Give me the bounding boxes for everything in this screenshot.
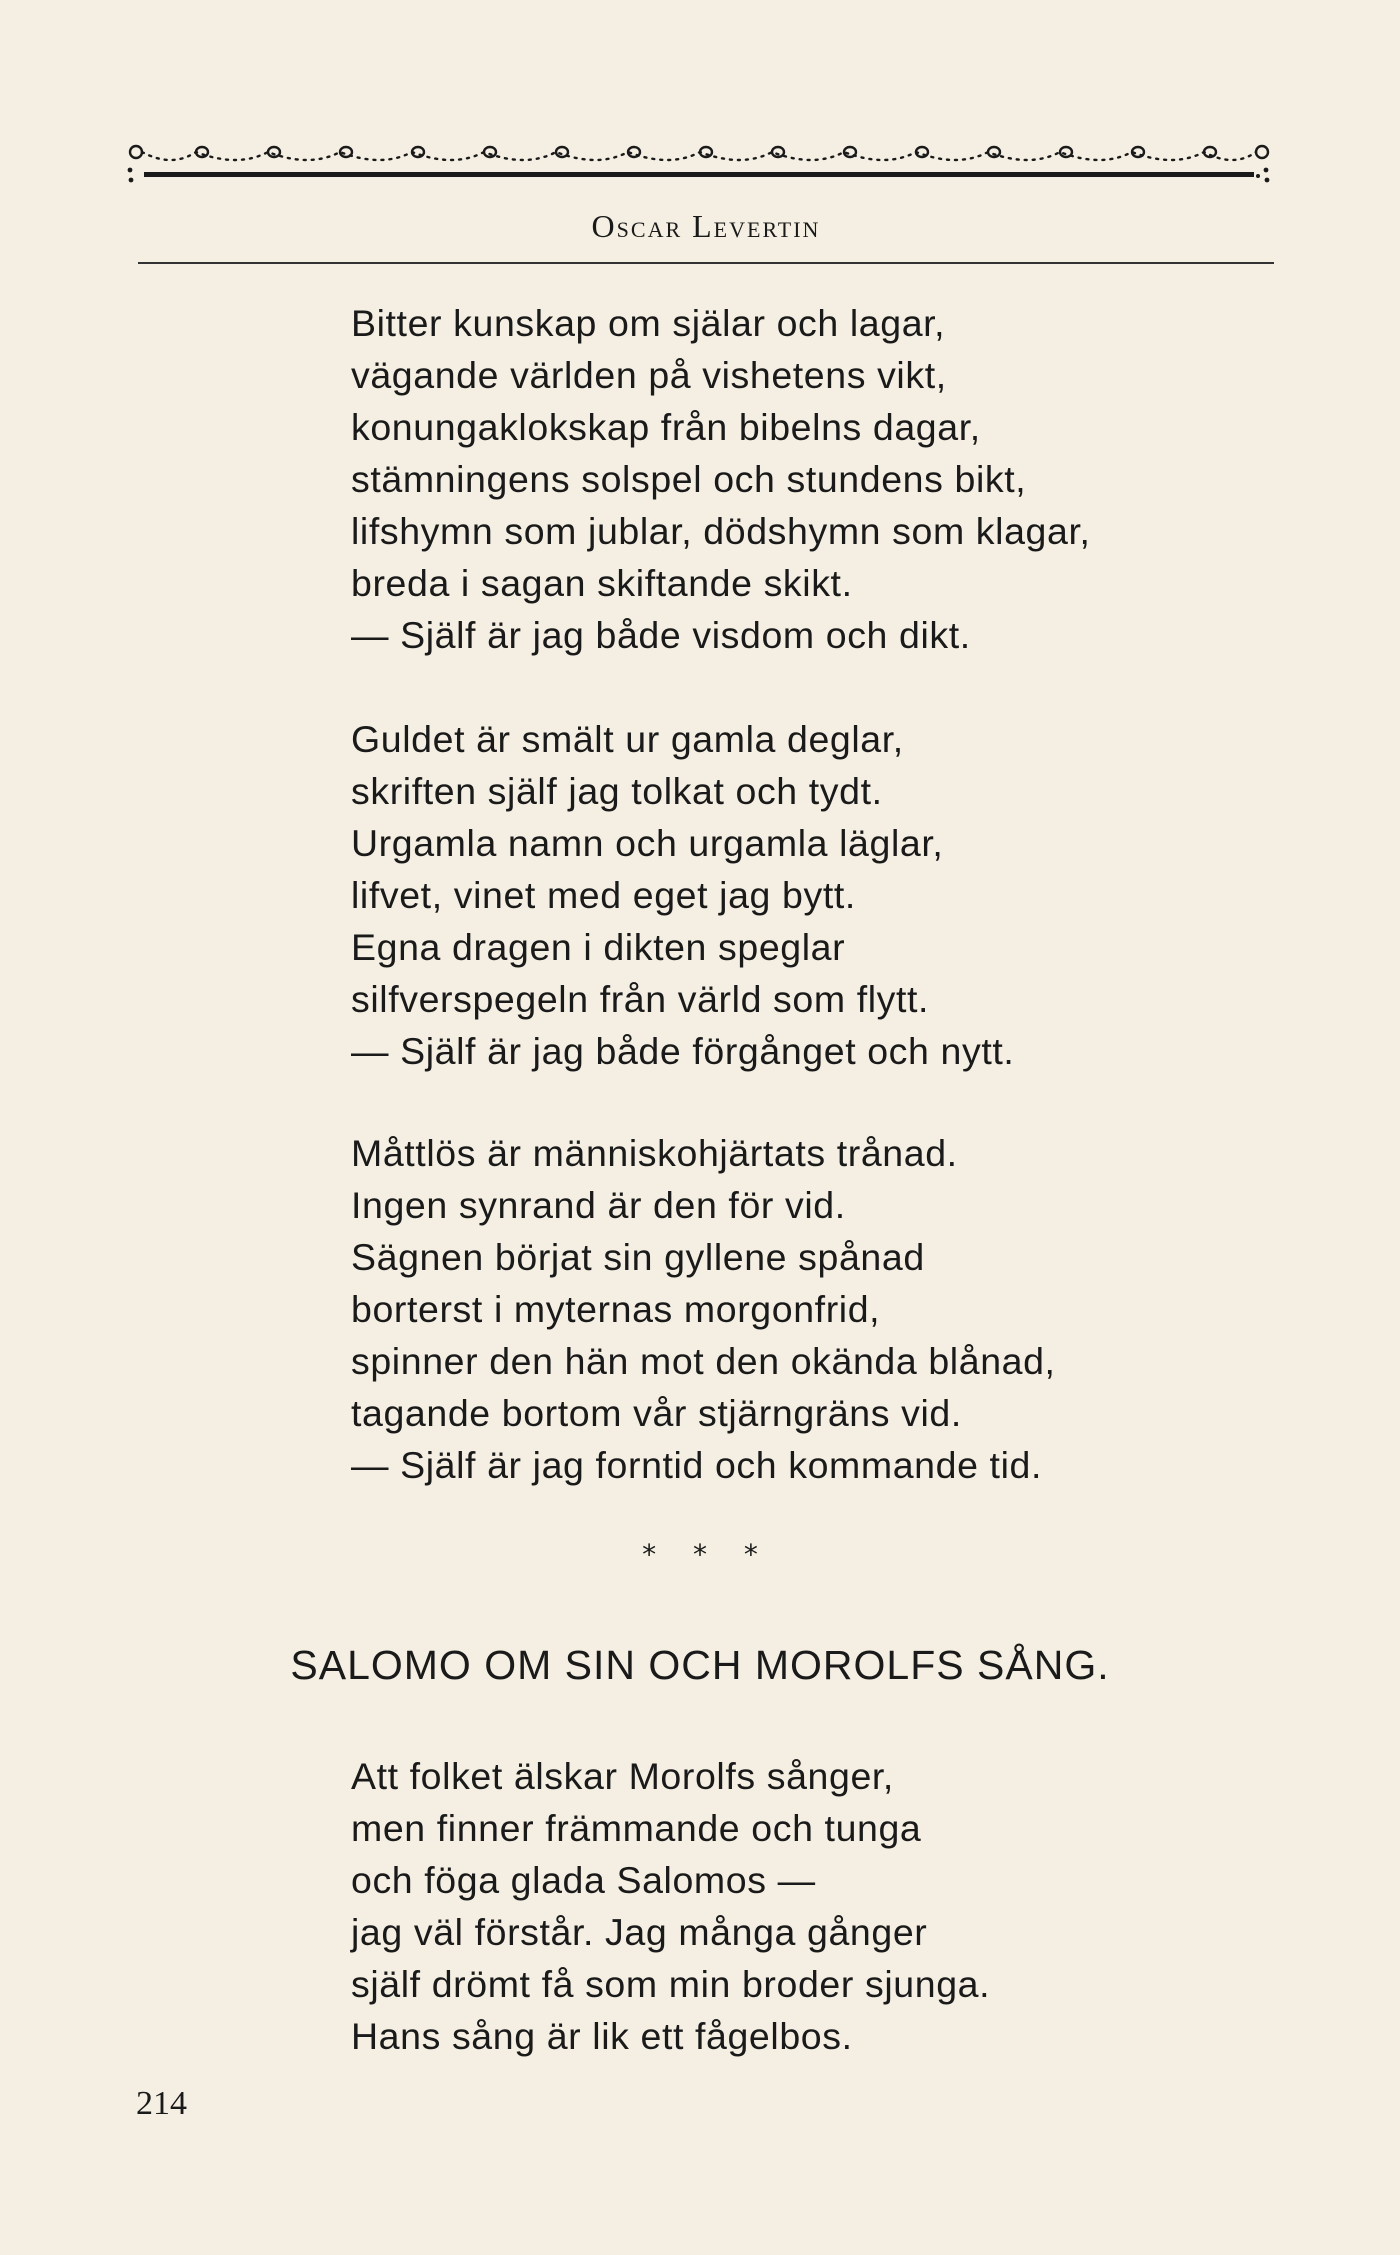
verse-line: silfverspegeln från värld som flytt. [351,978,930,1020]
verse-line: borterst i myternas morgonfrid, [351,1288,881,1330]
verse-line: Bitter kunskap om själar och lagar, [351,302,946,344]
stanza-1 [351,297,1090,661]
header-rule [138,262,1274,264]
section-separator-asterisks: * * * [642,1538,758,1571]
verse-line: jag väl förstår. Jag många gånger [351,1911,928,1953]
stanza-3 [351,1127,1056,1491]
verse-line: Urgamla namn och urgamla läglar, [351,822,944,864]
verse-line: och föga glada Salomos — [351,1859,816,1901]
verse-line: breda i sagan skiftande skikt. [351,562,853,604]
verse-line: Guldet är smält ur gamla deglar, [351,718,904,760]
running-head-author: Oscar Levertin [591,208,821,244]
verse-line: vägande världen på vishetens vikt, [351,354,947,396]
verse-line: spinner den hän mot den okända blånad, [351,1340,1056,1382]
verse-line: — Själf är jag både visdom och dikt. [351,614,971,656]
verse-line: Ingen synrand är den för vid. [351,1184,846,1226]
verse-line: Egna dragen i dikten speglar [351,926,846,968]
verse-line: skriften själf jag tolkat och tydt. [351,770,883,812]
verse-line: Att folket älskar Morolfs sånger, [351,1755,894,1797]
poem-title: SALOMO OM SIN OCH MOROLFS SÅNG. [290,1642,1110,1688]
verse-line: Hans sång är lik ett fågelbos. [351,2015,853,2057]
ornament-bar [144,172,1254,177]
verse-line: konungaklokskap från bibelns dagar, [351,406,981,448]
verse-line: tagande bortom vår stjärngräns vid. [351,1392,962,1434]
verse-line: men finner främmande och tunga [351,1807,922,1849]
verse-line: Sägnen börjat sin gyllene spånad [351,1236,925,1278]
verse-line: lifvet, vinet med eget jag bytt. [351,874,856,916]
verse-line: Måttlös är människohjärtats trånad. [351,1132,958,1174]
verse-line: — Själf är jag både förgånget och nytt. [351,1030,1015,1072]
stanza-2 [351,713,1014,1077]
verse-line: lifshymn som jublar, dödshymn som klagar, [351,510,1091,552]
verse-line: själf drömt få som min broder sjunga. [351,1963,991,2005]
verse-line: stämningens solspel och stundens bikt, [351,458,1027,500]
verse-line: — Själf är jag forntid och kommande tid. [351,1444,1042,1486]
stanza-4 [351,1750,990,2062]
decorative-border-ornament [126,132,1272,204]
page-number: 214 [136,2085,187,2122]
